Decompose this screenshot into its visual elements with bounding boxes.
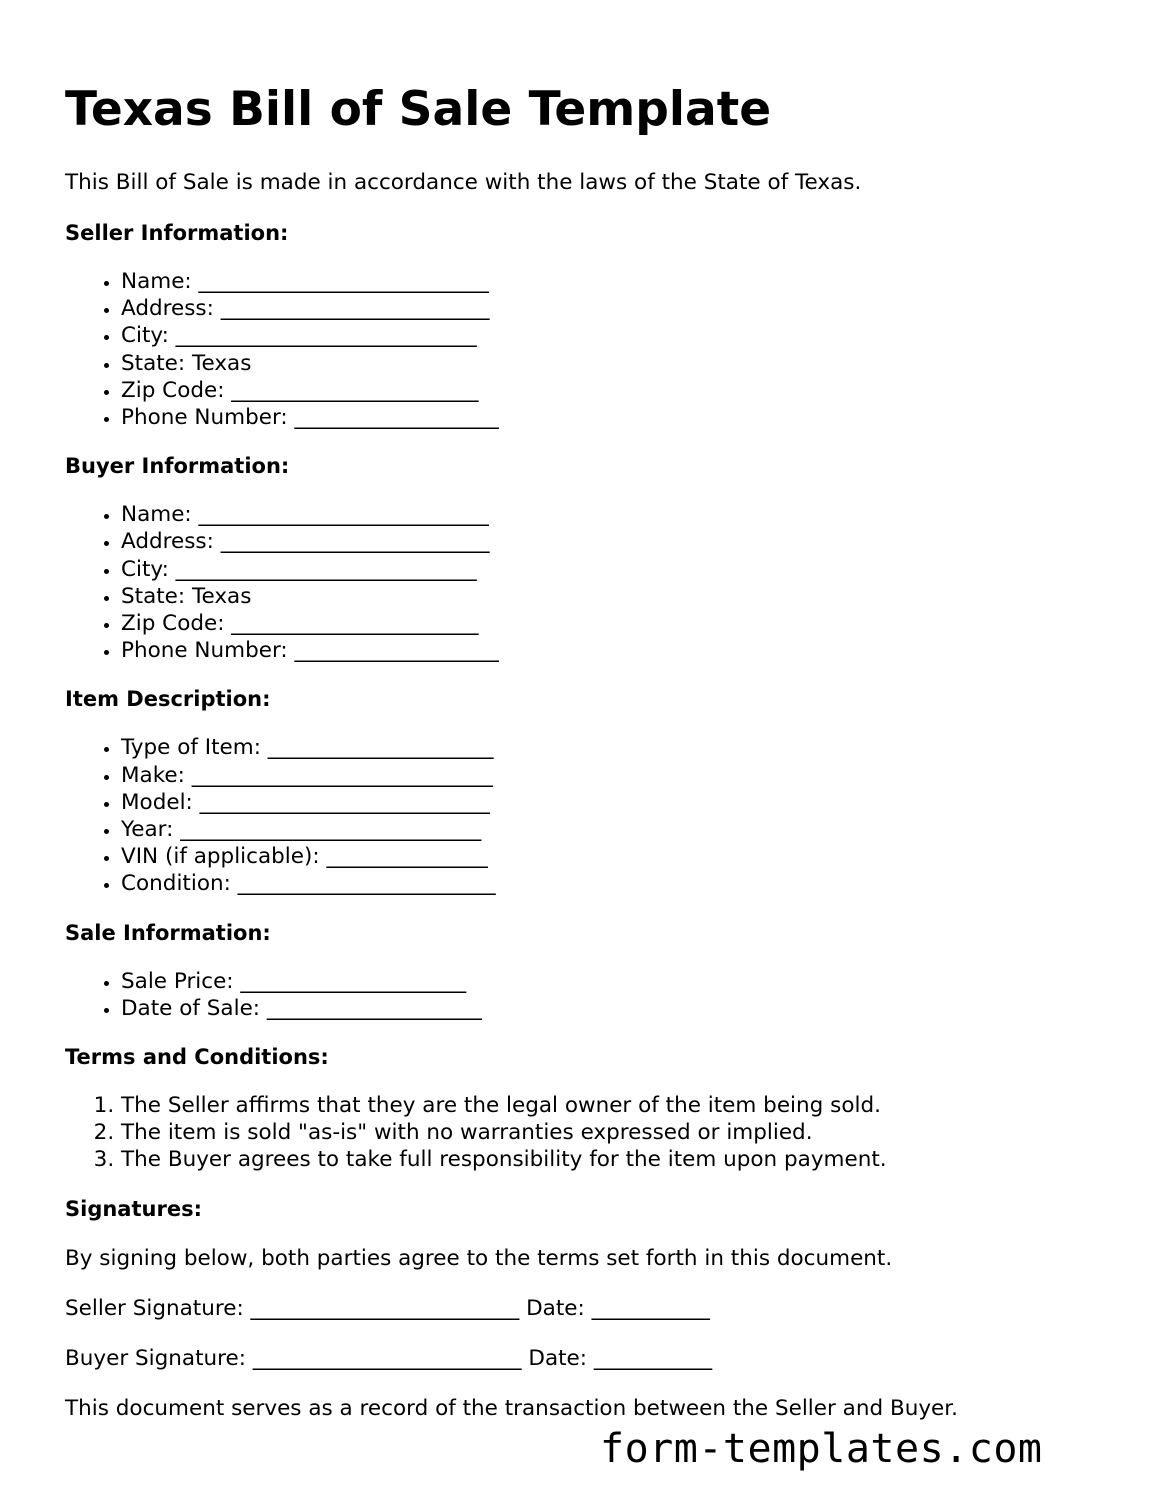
item-make-field: • Make: ____________________________: [121, 762, 1105, 789]
watermark-text: form-templates.com: [600, 1426, 1043, 1472]
buyer-phone-field: • Phone Number: ___________________: [121, 637, 1105, 664]
term-item: 2. The item is sold "as-is" with no warranties expressed or implied.: [121, 1119, 1105, 1146]
seller-list: [65, 268, 1105, 431]
intro-text: This Bill of Sale is made in accordance with the laws of the State of Texas.: [65, 170, 862, 195]
seller-city-field: • City: ____________________________: [121, 322, 1105, 349]
seller-state-field: • State: Texas: [121, 350, 1105, 377]
buyer-list: [65, 501, 1105, 664]
sale-price-field: • Sale Price: _____________________: [121, 968, 1105, 995]
buyer-address-field: • Address: _________________________: [121, 528, 1105, 555]
seller-address-field: • Address: _________________________: [121, 295, 1105, 322]
buyer-city-field: • City: ____________________________: [121, 556, 1105, 583]
sale-heading: Sale Information:: [65, 920, 271, 945]
signatures-statement: By signing below, both parties agree to the terms set forth in this document.: [65, 1245, 893, 1271]
seller-phone-field: • Phone Number: ___________________: [121, 404, 1105, 431]
page-title: Texas Bill of Sale Template: [65, 82, 772, 137]
signatures-heading: Signatures:: [65, 1196, 202, 1221]
buyer-signature-line: Buyer Signature: _________________________ Date: ___________: [65, 1345, 713, 1371]
terms-list: [65, 1092, 1105, 1174]
terms-heading: Terms and Conditions:: [65, 1045, 329, 1070]
item-type-field: • Type of Item: _____________________: [121, 734, 1105, 761]
closing-text: This document serves as a record of the transaction between the Seller and Buyer.: [65, 1395, 958, 1421]
item-heading: Item Description:: [65, 687, 271, 712]
item-model-field: • Model: ___________________________: [121, 789, 1105, 816]
seller-heading: Seller Information:: [65, 221, 289, 245]
seller-signature-line: Seller Signature: _________________________ Date: ___________: [65, 1295, 710, 1321]
sale-date-field: • Date of Sale: ____________________: [121, 995, 1105, 1022]
item-year-field: • Year: ____________________________: [121, 816, 1105, 843]
term-item: 1. The Seller affirms that they are the legal owner of the item being sold.: [121, 1092, 1105, 1119]
buyer-name-field: • Name: ___________________________: [121, 501, 1105, 528]
seller-name-field: • Name: ___________________________: [121, 268, 1105, 295]
term-item: 3. The Buyer agrees to take full responsibility for the item upon payment.: [121, 1146, 1105, 1173]
document-page: [65, 78, 1105, 1424]
item-condition-field: • Condition: ________________________: [121, 870, 1105, 897]
buyer-zip-field: • Zip Code: _______________________: [121, 610, 1105, 637]
item-list: [65, 734, 1105, 897]
seller-zip-field: • Zip Code: _______________________: [121, 377, 1105, 404]
sale-list: [65, 968, 1105, 1022]
item-vin-field: • VIN (if applicable): _______________: [121, 843, 1105, 870]
buyer-heading: Buyer Information:: [65, 454, 290, 479]
buyer-state-field: • State: Texas: [121, 583, 1105, 610]
